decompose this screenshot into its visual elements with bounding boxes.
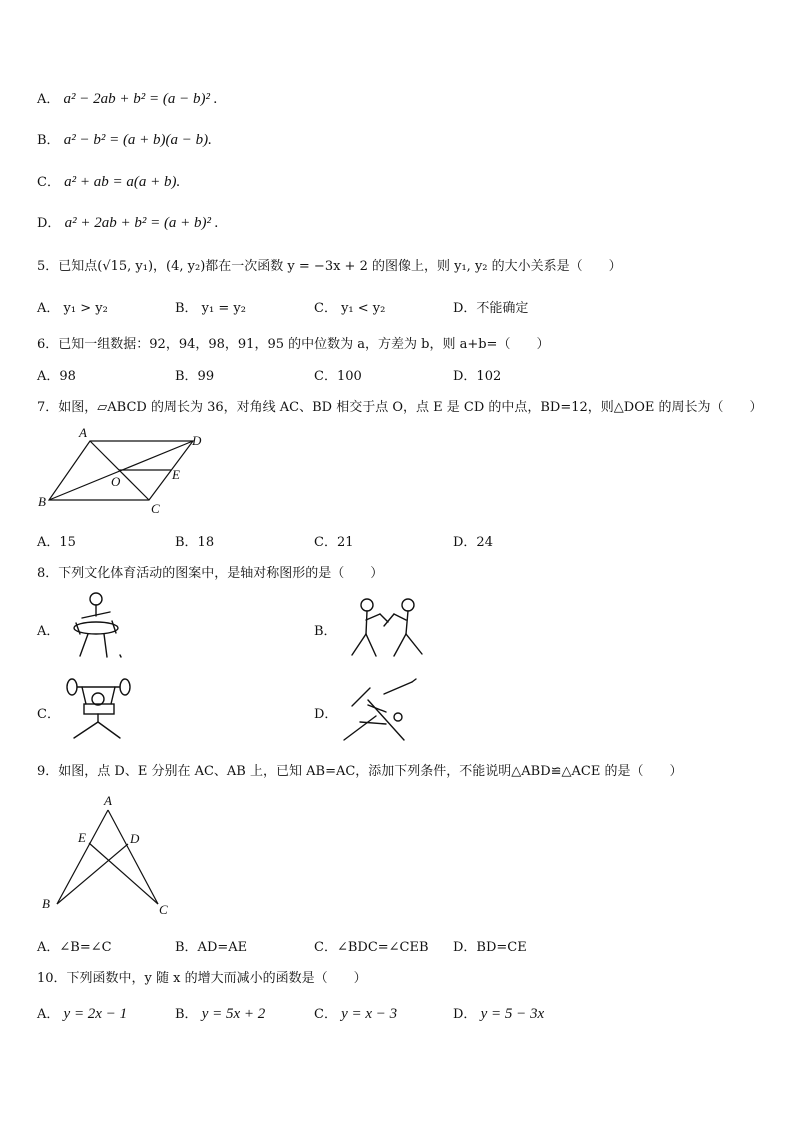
q9-label-a: A [104,793,112,808]
q8-stem: 8．下列文化体育活动的图案中，是轴对称图形的是（ ） [37,566,384,581]
q7-label-o: O [111,474,121,489]
q9-stem: 9．如图，点 D、E 分别在 AC、AB 上，已知 AB=AC，添加下列条件，不能说明△ABD≌△ACE 的是（ ） [37,764,683,779]
q7-label-d: D [192,433,202,448]
q9-option-c: C．∠BDC=∠CEB [314,940,429,955]
q5-option-b: B． y₁ = y₂ [175,301,246,316]
q9-option-b: B．AD=AE [175,940,248,955]
q5-stem: 5．已知点(√15, y₁)，(4, y₂)都在一次函数 y = −3x + 2 的图像上，则 y₁, y₂ 的大小关系是（ ） [37,259,622,274]
q5-option-d: D．不能确定 [453,301,529,316]
q7-option-a: A．15 [37,535,76,550]
q8-option-d-letter: D． [314,707,338,722]
q7-label-a: A [79,425,87,440]
q10-stem: 10．下列函数中，y 随 x 的增大而减小的函数是（ ） [37,971,367,986]
q9-label-b: B [42,896,50,911]
q7-label-c: C [151,501,160,516]
q7-label-e: E [172,467,180,482]
segment-ce [89,843,158,904]
q9-option-a: A．∠B=∠C [37,940,112,955]
q6-option-b: B．99 [175,369,215,384]
side-ac [108,810,158,904]
q10-option-c: C． y = x − 3 [314,1006,398,1022]
segment-bd [57,844,128,904]
q4-option-b: B． a² − b² = (a + b)(a − b). [37,132,212,148]
q4-option-d: D． a² + 2ab + b² = (a + b)² . [37,215,219,231]
q8-option-c-letter: C． [37,707,60,722]
q4-option-a: A． a² − 2ab + b² = (a − b)² . [37,91,218,107]
q10-option-d: D． y = 5 − 3x [453,1006,545,1022]
q6-option-d: D．102 [453,369,502,384]
q8-option-b-letter: B． [314,624,337,639]
q7-option-b: B．18 [175,535,215,550]
q7-option-d: D．24 [453,535,493,550]
q5-option-c: C． y₁ < y₂ [314,301,386,316]
q7-option-c: C．21 [314,535,354,550]
q9-option-d: D．BD=CE [453,940,527,955]
q6-stem: 6．已知一组数据：92，94，98，91，95 的中位数为 a，方差为 b，则 a+b=（ ） [37,337,550,352]
q5-option-a: A． y₁ > y₂ [37,301,108,316]
q9-label-c: C [159,902,168,917]
q9-label-d: D [130,831,140,846]
q10-option-a: A． y = 2x − 1 [37,1006,128,1022]
q6-option-c: C．100 [314,369,362,384]
q7-stem: 7．如图，▱ABCD 的周长为 36，对角线 AC、BD 相交于点 O，点 E 是 CD 的中点，BD=12，则△DOE 的周长为（ ） [37,400,763,415]
q4-option-c: C． a² + ab = a(a + b). [37,174,181,190]
q10-option-b: B． y = 5x + 2 [175,1006,266,1022]
q9-label-e: E [78,830,86,845]
q7-label-b: B [38,494,46,509]
q8-option-a-letter: A． [37,624,60,639]
side-ab [57,810,108,904]
q6-option-a: A．98 [37,369,76,384]
